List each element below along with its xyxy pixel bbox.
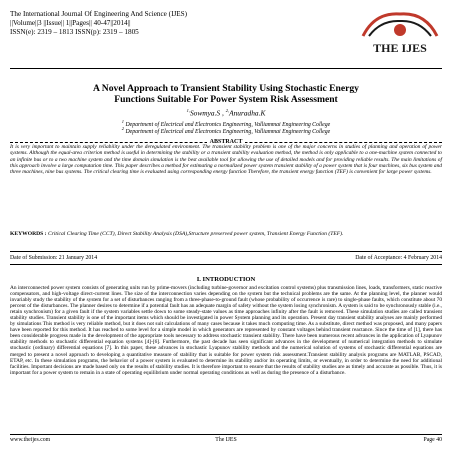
- author-2-marker: 2,: [225, 108, 230, 113]
- author-list: [10, 108, 442, 117]
- keywords-text: Critical Clearing Time (CCT), Direct Stability Analysis (DSA),Structure preserved power system, Transient Energy Function (TEF).: [47, 231, 344, 237]
- journal-header: [10, 10, 340, 37]
- author-1: Sowmya.S ,: [189, 108, 224, 118]
- paper-title: [10, 83, 442, 105]
- date-submission: Date of Submission: 21 January 2014: [10, 255, 98, 261]
- introduction-text: An interconnected power system consists of generating units run by prime-movers (including turbine-governor and excitation control systems) plus transmission lines, loads, transformers, static reactive compensators, and high-voltage direct-current lines. The size of the interconnection varies depending on the system but the technical problems are the same. At the planning level, the planner would invariably study the stability of the system for a set of disturbances ranging from a three-phase-to-ground fault (whose probability of occurrence is rare) to single-phase faults, which constitute about 70 percent of the disturbances. The planner desires to determine if a potential fault has an adequate margin of safety without the system losing synchronism. A system is said to be synchronously stable (i.e., retain synchronism) for a given fault if the system variables settle down to some steady-state values as time approaches infinity after the fault is removed. These simulation studies are called transient stability studies. Transient stability is one of the important items which should be investigated in power System planning and its operation. Present day transient stability analyses are mainly performed by simulations This method is very reliable method, but it does not suit calculations of many cases because it takes much computing time. As a substitute, direct method was proposed, and many papers have been reported for this method. It has reached to some level for a simple model in which generators are represented by constant voltages behind transient reactance. Since the time of [1], there has been considerable progress made in the development of the appropriate tools necessary to address stochastic transient stability. There have been numerous recent advances in the application of Lyapunov stability methods to stochastic differential equation systems [4]-[6]. Furthermore, the past decade has seen significant advances in the development of numerical integration methods to simulate stochastic (ordinary) differential equations [7]. In this paper, these advances in stochastic Lyapunov stability methods and the numerical solution of systems of stochastic differential equations are merged to present a novel approach to developing a quantitative measure of stability that is suitable for power system risk assessment.Transient stability analysis programs are MATLAB, PSCAD, ETAP, etc. In these simulation programs, the behavior of a power system is evaluated to determine its stability and/or its operating limits, or eventually, in order to determine the need for additional facilities. Important decisions are made based only on the results of stability studies. It is therefore important to ensure that the results of stability studies are as timely and accurate as possible. Thus, it is important for a power system to remain in a state of operating equilibrium under normal operating conditions as well as during the presence of a disturbance.: [10, 285, 442, 376]
- header-rule: [10, 68, 442, 69]
- affiliation-2-marker: 2: [121, 126, 125, 131]
- title-line-2: Functions Suitable For Power System Risk Assessment: [114, 94, 338, 105]
- abstract-text: It is very important to maintain supply reliability under the deregulated environment. The transient stability problem is one of the major concerns in studies of planning and operation of power systems. Although the equal-area criterion method is useful in determining the stability or a transient stability evaluation method, the method is only applicable to a one-machine system connected to an infinite bus or to a two machine system and the time domain simulation is the best available tool for allowing the use of detailed models and for providing reliable results. The main limitations of this approach involve a large computation time. This paper describes a method for estimating a normalized power system transient stability of a power system that is four machines, six bus system and three machines, nine bus systems. The critical clearing time is evaluated using corresponding energy function Therefore, the transient energy function (TEF) is convenient for large power systems.: [10, 144, 442, 176]
- affiliation-1-text: Department of Electrical and Electronics Engineering, Valliammai Engineering College: [125, 121, 331, 128]
- dates-row: [10, 255, 442, 261]
- title-line-1: A Novel Approach to Transient Stability Using Stochastic Energy: [93, 83, 359, 94]
- section-heading: I. INTRODUCTION: [196, 276, 256, 283]
- abstract-heading: ABSTRACT: [10, 139, 442, 145]
- page-footer: [10, 437, 442, 443]
- date-acceptance: Date of Acceptance: 4 February 2014: [355, 255, 442, 261]
- keywords-label: KEYWORDS :: [10, 231, 47, 237]
- footer-page-number: Page 40: [423, 437, 442, 443]
- footer-website[interactable]: www.theijes.com: [10, 437, 51, 443]
- affiliation-1-marker: 1: [121, 119, 125, 124]
- journal-name: The International Journal Of Engineering And Science (IJES): [10, 10, 188, 18]
- dates-bottom-rule: [10, 264, 442, 265]
- affiliation-2: [10, 126, 442, 135]
- author-2: Anuradha.K: [229, 108, 266, 118]
- dates-top-rule: [10, 251, 442, 252]
- footer-journal: The IJES: [215, 437, 237, 443]
- affiliation-2-text: Department of Electrical and Electronics Engineering, Valliammai Engineering College: [125, 128, 331, 135]
- journal-issn: ISSN(e): 2319 – 1813 ISSN(p): 2319 – 1805: [10, 28, 139, 36]
- keywords: [10, 231, 442, 238]
- journal-volume: ||Volume||3 ||Issue|| 1||Pages|| 40-47||2014||: [10, 19, 131, 27]
- author-1-marker: 1,: [186, 108, 190, 113]
- journal-logo: [355, 6, 445, 64]
- logo-text: THE IJES: [373, 41, 427, 55]
- footer-rule: [10, 434, 442, 435]
